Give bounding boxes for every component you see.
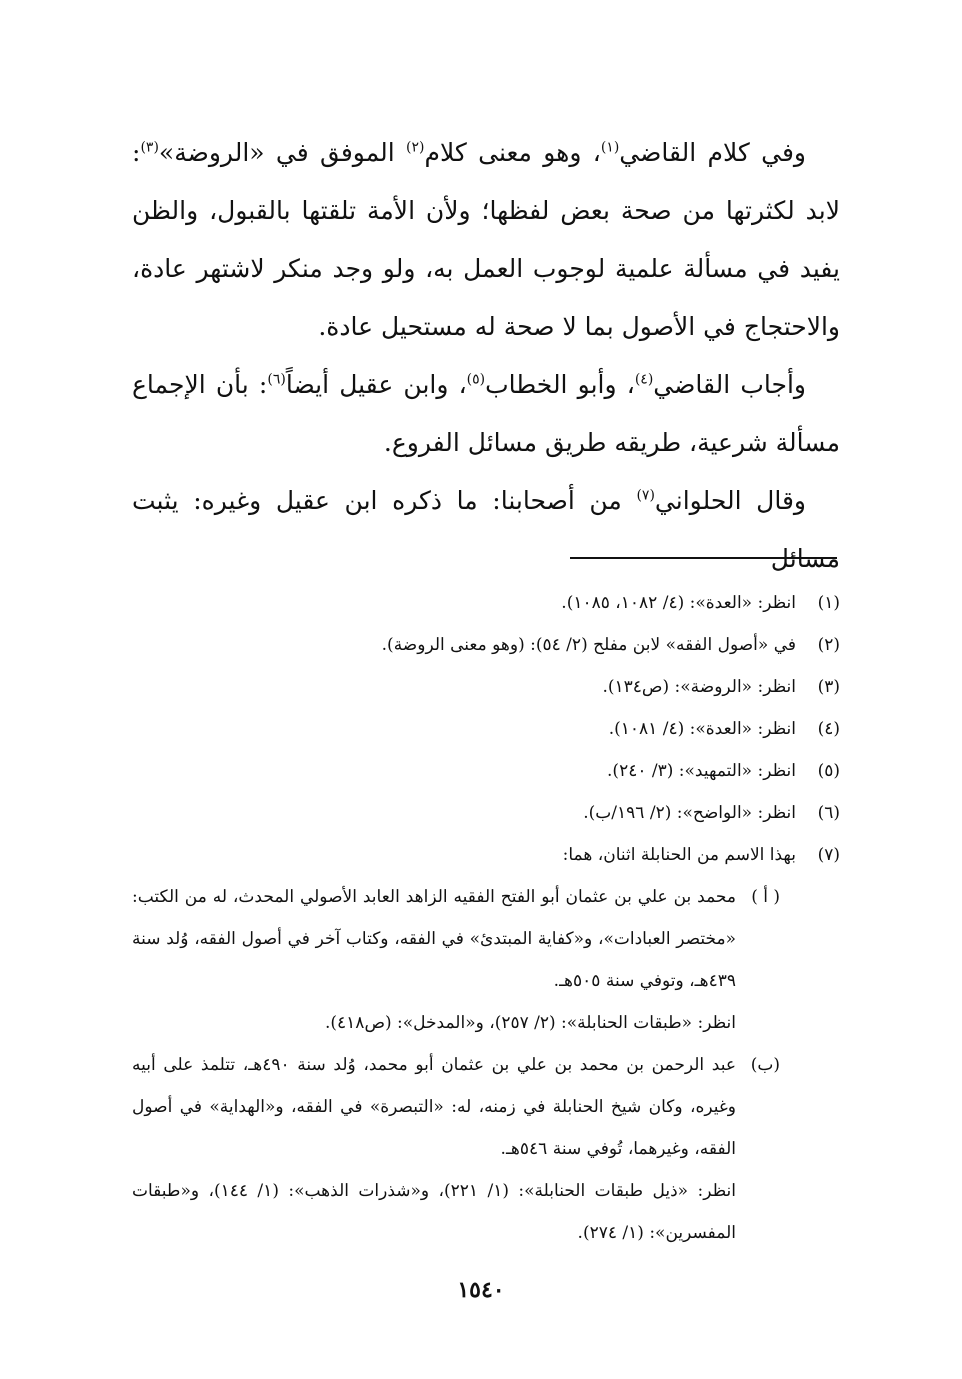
footnote-number: (٢) bbox=[817, 635, 840, 655]
subnote-number: (ب) bbox=[750, 1055, 780, 1075]
footnote-number: (٦) bbox=[817, 803, 840, 823]
footnote-ref-1[interactable]: (١) bbox=[600, 139, 620, 156]
footnote-number: (٤) bbox=[817, 719, 840, 739]
subnote-text: عبد الرحمن بن محمد بن علي بن عثمان أبو محمد، وُلد سنة ٤٩٠هـ، تتلمذ على أبيه وغيره، وكان شيخ الحنابلة في زمنه، له: «التبصرة» في الفقه، و«الهداية» في أصول الفقه، وغيرهما، تُوفي سنة ٥٤٦هـ. bbox=[132, 1055, 736, 1159]
subnote-text: محمد بن علي بن عثمان أبو الفتح الفقيه الزاهد العابد الأصولي المحدث، له من الكتب: «مختصر العبادات»، و«كفاية المبتدئ» في الفقه، وكتاب آخر في أصول الفقه، وُلد سنة ٤٣٩هـ، وتوفي سنة ٥٠٥هـ. bbox=[132, 887, 736, 991]
footnote-number: (٧) bbox=[817, 845, 840, 865]
footnote-text: انظر: «الروضة»: (ص١٣٤). bbox=[602, 677, 796, 697]
text-span: : لابد لكثرتها من صحة بعض لفظها؛ ولأن الأمة تلقتها بالقبول، والظن يفيد في مسألة علمية لوجوب العمل به، ولو وجد منكر لاشتهر عادة، والاحتجاج في الأصول بما لا صحة له مستحيل عادة. bbox=[132, 138, 840, 341]
text-span: وقال الحلواني bbox=[654, 486, 806, 515]
footnote-separator bbox=[570, 557, 837, 559]
text-span: من أصحابنا: ما ذكره ابن عقيل وغيره: يثبت مسائل bbox=[132, 486, 840, 573]
footnote-7 bbox=[132, 834, 840, 876]
text-span: ، وهو معنى كلام bbox=[424, 138, 601, 167]
page-number: ١٥٤٠ bbox=[457, 1277, 505, 1303]
footnote-3 bbox=[132, 666, 840, 708]
footnote-text: انظر: «الواضح»: (٢/ ١٩٦/ب). bbox=[583, 803, 796, 823]
footnote-text: انظر: «التمهيد»: (٣/ ٢٤٠). bbox=[607, 761, 796, 781]
footnote-ref-4[interactable]: (٤) bbox=[634, 371, 654, 388]
footnote-5 bbox=[132, 750, 840, 792]
footnote-6 bbox=[132, 792, 840, 834]
subnote-b bbox=[132, 1044, 840, 1170]
main-text bbox=[132, 124, 840, 588]
footnote-text: انظر: «العدة»: (٤/ ١٠٨١). bbox=[608, 719, 796, 739]
text-span: ، وابن عقيل أيضاً bbox=[285, 370, 467, 399]
footnote-ref-7[interactable]: (٧) bbox=[636, 487, 655, 504]
footnote-text: في «أصول الفقه» لابن مفلح (٢/ ٥٤): (وهو معنى الروضة). bbox=[381, 635, 796, 655]
footnote-number: (٥) bbox=[817, 761, 840, 781]
subnote-b-reference: انظر: «ذيل طبقات الحنابلة»: (١/ ٢٢١)، و«شذرات الذهب»: (١/ ١٤٤)، و«طبقات المفسرين»: (١/ ٢٧٤). bbox=[132, 1181, 736, 1243]
footnote-ref-2[interactable]: (٢) bbox=[406, 139, 425, 156]
footnotes-section bbox=[132, 582, 840, 1254]
subnote-number: ( أ ) bbox=[751, 887, 780, 907]
footnote-4 bbox=[132, 708, 840, 750]
footnote-text: انظر: «العدة»: (٤/ ١٠٨٢، ١٠٨٥). bbox=[561, 593, 796, 613]
footnote-1 bbox=[132, 582, 840, 624]
text-span: وأجاب القاضي bbox=[653, 370, 806, 399]
paragraph-2 bbox=[132, 356, 840, 472]
text-span: الموفق في «الروضة» bbox=[158, 138, 407, 167]
text-span: : بأن الإجماع مسألة شرعية، طريقه طريق مسائل الفروع. bbox=[132, 370, 840, 457]
footnote-ref-3[interactable]: (٣) bbox=[140, 139, 159, 156]
text-span: ، وأبو الخطاب bbox=[485, 370, 635, 399]
footnote-number: (٣) bbox=[817, 677, 840, 697]
paragraph-3 bbox=[132, 472, 840, 588]
subnote-a-reference: انظر: «طبقات الحنابلة»: (٢/ ٢٥٧)، و«المدخل»: (ص٤١٨). bbox=[324, 1013, 736, 1033]
footnote-ref-6[interactable]: (٦) bbox=[267, 371, 286, 388]
text-span: وفي كلام القاضي bbox=[619, 138, 806, 167]
footnote-text: بهذا الاسم من الحنابلة اثنان، هما: bbox=[562, 845, 796, 865]
paragraph-1 bbox=[132, 124, 840, 356]
footnote-number: (١) bbox=[817, 593, 840, 613]
footnote-ref-5[interactable]: (٥) bbox=[466, 371, 486, 388]
footnote-2 bbox=[132, 624, 840, 666]
subnote-a bbox=[132, 876, 840, 1002]
